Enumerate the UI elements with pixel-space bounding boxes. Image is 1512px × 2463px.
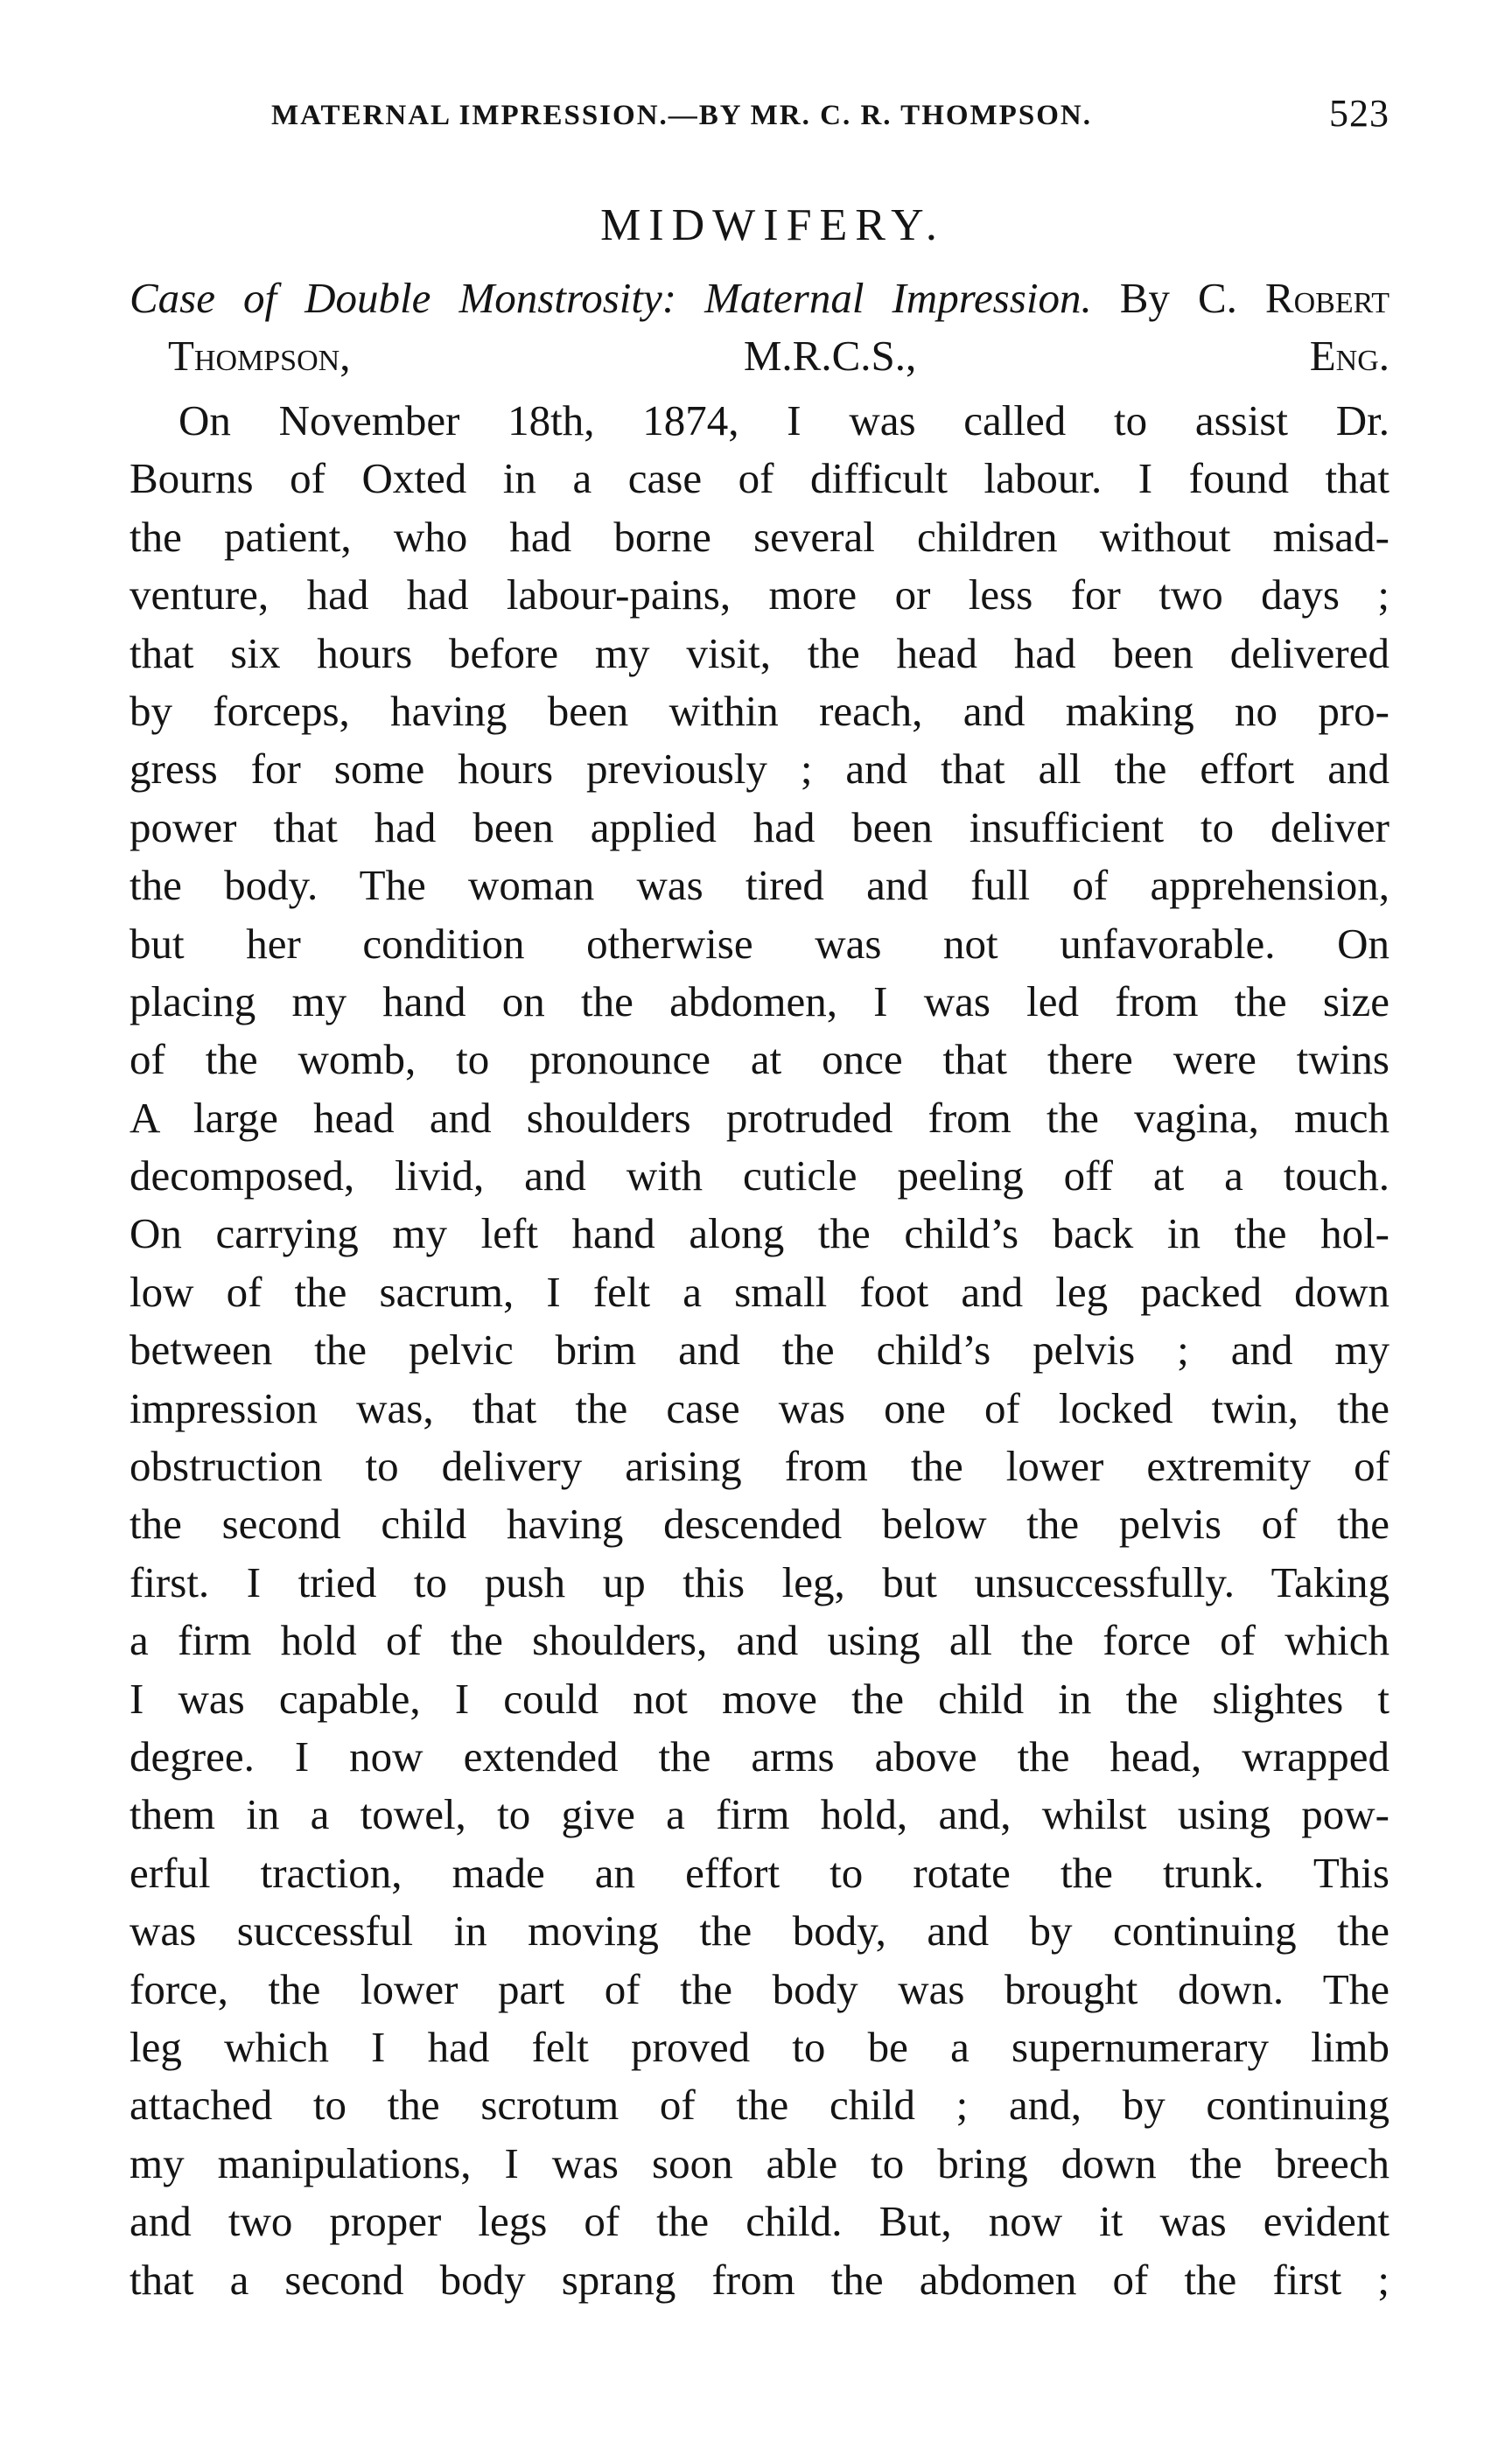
body-line: that a second body sprang from the abdomen of the first ; bbox=[130, 2255, 1390, 2304]
running-head-title: MATERNAL IMPRESSION.—BY MR. C. R. THOMPSON. bbox=[271, 100, 1092, 131]
body-line: low of the sacrum, I felt a small foot and leg packed down bbox=[130, 1267, 1390, 1316]
body-line: power that had been applied had been insufficient to deliver bbox=[130, 802, 1390, 851]
article-author: Robert Thompson, M.R.C.S., Eng. bbox=[168, 274, 1390, 380]
body-line: obstruction to delivery arising from the lower extremity of bbox=[130, 1442, 1390, 1491]
article-title bbox=[130, 269, 1390, 385]
body-line: On carrying my left hand along the child’s back in the hol- bbox=[130, 1209, 1390, 1258]
body-line: venture, had had labour-pains, more or less for two days ; bbox=[130, 570, 1390, 619]
body-line: my manipulations, I was soon able to bring down the breech bbox=[130, 2138, 1390, 2187]
body-line: of the womb, to pronounce at once that there were twins bbox=[130, 1035, 1390, 1084]
body-line: was successful in moving the body, and by continuing the bbox=[130, 1907, 1390, 1956]
body-line: A large head and shoulders protruded from the vagina, much bbox=[130, 1093, 1390, 1142]
article-title-italic: Case of Double Monstrosity: Maternal Impression. bbox=[130, 274, 1092, 322]
body-line: impression was, that the case was one of locked twin, the bbox=[130, 1383, 1390, 1432]
body-line: by forceps, having been within reach, and making no pro- bbox=[130, 686, 1390, 735]
body-line: Bourns of Oxted in a case of difficult labour. I found that bbox=[130, 454, 1390, 503]
book-page bbox=[130, 87, 1390, 2309]
body-line: the body. The woman was tired and full of apprehension, bbox=[130, 861, 1390, 910]
body-line: leg which I had felt proved to be a supernumerary limb bbox=[130, 2022, 1390, 2071]
body-line: and two proper legs of the child. But, now it was evident bbox=[130, 2197, 1390, 2246]
body-line: force, the lower part of the body was brought down. The bbox=[130, 1964, 1390, 2013]
running-head bbox=[130, 87, 1390, 149]
body-line: that six hours before my visit, the head had been delivered bbox=[130, 628, 1390, 677]
article-title-by: By C. bbox=[1091, 274, 1265, 322]
body-line: the second child having descended below the pelvis of the bbox=[130, 1500, 1390, 1549]
body-line: a firm hold of the shoulders, and using all the force of which bbox=[130, 1616, 1390, 1665]
page-number: 523 bbox=[1329, 92, 1390, 135]
body-line: I was capable, I could not move the child in the slightes t bbox=[130, 1674, 1390, 1723]
body-line: attached to the scrotum of the child ; and, by continuing bbox=[130, 2081, 1390, 2130]
body-line: On November 18th, 1874, I was called to assist Dr. bbox=[178, 396, 1390, 444]
body-line: between the pelvic brim and the child’s pelvis ; and my bbox=[130, 1326, 1390, 1375]
body-line: degree. I now extended the arms above the head, wrapped bbox=[130, 1732, 1390, 1781]
body-line: gress for some hours previously ; and that all the effort and bbox=[130, 745, 1390, 794]
body-line: decomposed, livid, and with cuticle peeling off at a touch. bbox=[130, 1151, 1390, 1200]
body-line: first. I tried to push up this leg, but unsuccessfully. Taking bbox=[130, 1557, 1390, 1606]
body-line: but her condition otherwise was not unfavorable. On bbox=[130, 919, 1390, 968]
body-line: the patient, who had borne several children without misad- bbox=[130, 512, 1390, 561]
article-body bbox=[130, 392, 1390, 2309]
body-line: erful traction, made an effort to rotate the trunk. This bbox=[130, 1848, 1390, 1897]
body-line: them in a towel, to give a firm hold, and, whilst using pow- bbox=[130, 1790, 1390, 1839]
body-line: placing my hand on the abdomen, I was led from the size bbox=[130, 976, 1390, 1025]
section-heading: MIDWIFERY. bbox=[600, 200, 945, 250]
